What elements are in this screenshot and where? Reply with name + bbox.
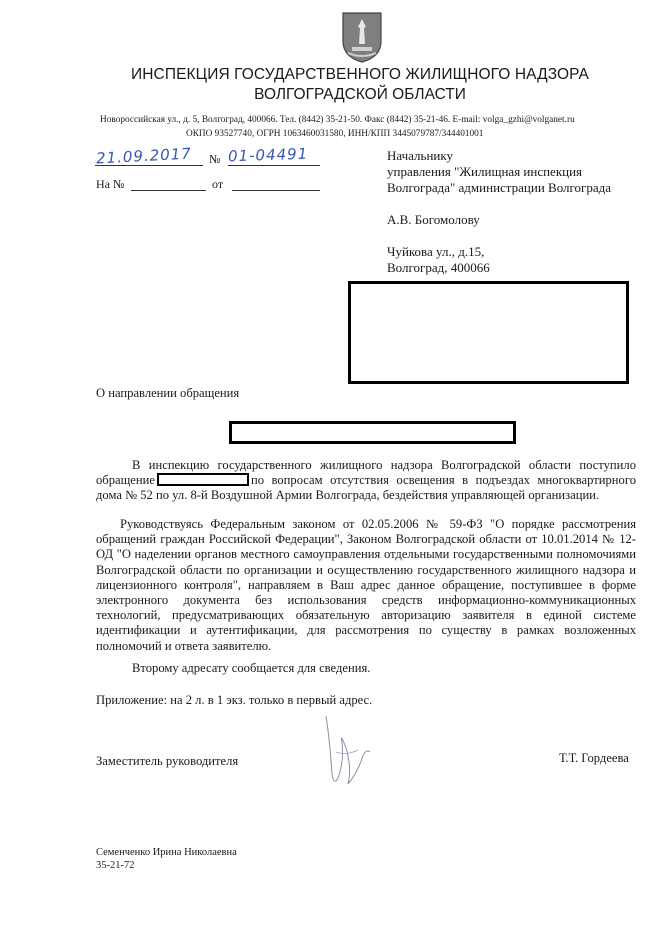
org-contact-line1: Новороссийская ул., д. 5, Волгоград, 400066. Тел. (8442) 35-21-50. Факс (8442) 35-21-46. E-mail: volga_gzhi@volganet.ru bbox=[100, 115, 575, 125]
body-paragraph-2: Руководствуясь Федеральным законом от 02.05.2006 № 59-ФЗ "О порядке рассмотрения обращений граждан Российской Федерации", Законом Волгоградской области от 10.01.2014 № 12-ОД "О наделении органов местного самоуправления отдельными государственными полномочиями Волгоградской области по организации и осуществлению государственного жилищного надзора и лицензионного контроля", направляем в Ваш адрес данное обращение, поступившее в форме электронного документа без использования средств информационно-коммуникационных технологий, предусматривающих обязательную авторизацию заявителя в единой системе идентификации и аутентификации, для рассмотрения по существу в рамках возложенных полномочий и ответа заявителю. bbox=[96, 517, 636, 653]
recipient-street: Чуйкова ул., д.15, bbox=[387, 244, 485, 259]
org-requisites-line: ОКПО 93527740, ОГРН 1063460031580, ИНН/КПП 3445079787/344401001 bbox=[186, 129, 484, 139]
handwritten-date: 21.09.2017 bbox=[95, 144, 193, 168]
org-title-line1: ИНСПЕКЦИЯ ГОСУДАРСТВЕННОГО ЖИЛИЩНОГО НАДЗОРА bbox=[131, 66, 589, 83]
reference-date-line bbox=[232, 190, 320, 191]
redacted-line bbox=[229, 421, 516, 444]
executor-name: Семенченко Ирина Николаевна bbox=[96, 847, 237, 858]
recipient-city: Волгоград, 400066 bbox=[387, 260, 490, 275]
handwritten-signature bbox=[318, 712, 378, 792]
reference-number-label: На № bbox=[96, 177, 125, 191]
number-label: № bbox=[209, 152, 221, 166]
number-underline bbox=[228, 165, 320, 166]
handwritten-number: 01-04491 bbox=[227, 144, 309, 166]
date-underline bbox=[95, 165, 203, 166]
org-title-line2: ВОЛГОГРАДСКОЙ ОБЛАСТИ bbox=[254, 86, 466, 103]
reference-number-line bbox=[131, 190, 206, 191]
paragraph-1-end: по вопросам отсутствия освещения в подъездах многоквартирного дома № 52 по ул. 8-й Воздушной Армии Волгограда, бездействия управляющей организации. bbox=[96, 473, 636, 503]
coat-of-arms-icon bbox=[340, 11, 384, 63]
recipient-name: А.В. Богомолову bbox=[387, 212, 480, 227]
redacted-inline bbox=[157, 473, 249, 486]
recipient-title-line1: Начальнику bbox=[387, 148, 454, 163]
signatory-position: Заместитель руководителя bbox=[96, 754, 239, 768]
executor-phone: 35-21-72 bbox=[96, 860, 135, 871]
redacted-block bbox=[348, 281, 629, 384]
recipient-title-line2: управления "Жилищная инспекция bbox=[387, 164, 583, 179]
subject-line: О направлении обращения bbox=[96, 386, 240, 400]
body-paragraph-3: Второму адресату сообщается для сведения. bbox=[132, 661, 371, 675]
attachment-note: Приложение: на 2 л. в 1 экз. только в первый адрес. bbox=[96, 693, 373, 707]
body-paragraph-1 bbox=[96, 458, 636, 504]
signatory-name: Т.Т. Гордеева bbox=[559, 751, 629, 765]
recipient-title-line3: Волгограда" администрации Волгограда bbox=[387, 180, 612, 195]
reference-date-label: от bbox=[212, 177, 224, 191]
paragraph-1-start: В инспекцию государственного жилищного надзора Волгоградской области поступило обращение bbox=[96, 458, 636, 488]
